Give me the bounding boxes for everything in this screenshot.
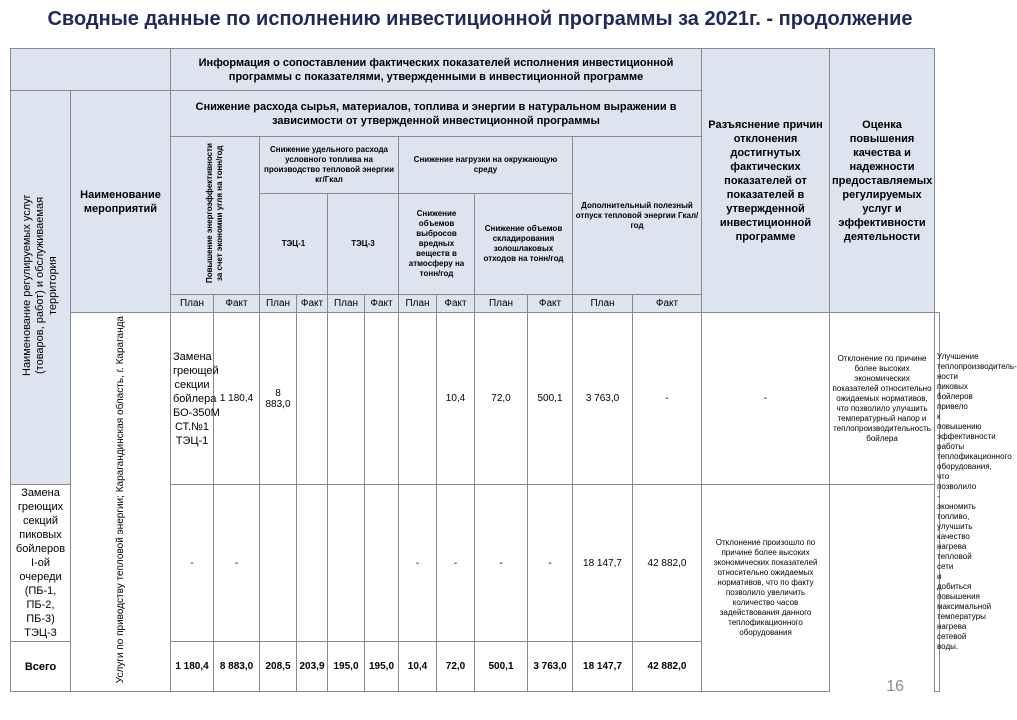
header-service-name — [11, 91, 71, 485]
value-cell: - — [399, 485, 437, 642]
total-value: 500,1 — [475, 642, 528, 692]
plan-label: План — [328, 295, 365, 313]
total-value: 1 180,4 — [171, 642, 214, 692]
total-value: 42 882,0 — [633, 642, 702, 692]
total-value: 8 883,0 — [214, 642, 260, 692]
page-number: 16 — [886, 678, 904, 695]
value-cell — [260, 485, 297, 642]
service-text: Услуги по приводству тепловой энергии; Карагандинская область, г. Караганда — [115, 315, 126, 684]
header-energy-eff-text: Повышение энергоэффективности за счет экономии угля на тонн/год — [205, 143, 224, 283]
plan-label: План — [260, 295, 297, 313]
explanation-cell: Отклонение по причине более высоких экономических показателей относительно ожидаемых нормативов, что позволило улучшить температурный напор и теплопроизводительность бойлера — [830, 313, 935, 485]
total-label: Всего — [11, 642, 71, 692]
header-ash-storage: Снижение объемов складирования золошлаковых отходов на тонн/год — [475, 193, 573, 294]
value-cell: 1 180,4 — [214, 313, 260, 485]
header-tec3: ТЭЦ-3 — [328, 193, 399, 294]
value-cell: 3 763,0 — [573, 313, 633, 485]
fact-label: Факт — [214, 295, 260, 313]
value-cell: - — [214, 485, 260, 642]
header-emissions: Снижение объемов выбросов вредных веществ в атмосферу на тонн/год — [399, 193, 475, 294]
value-cell — [328, 485, 365, 642]
total-value: 3 763,0 — [528, 642, 573, 692]
value-cell: 42 882,0 — [633, 485, 702, 642]
header-specific-fuel: Снижение удельного расхода условного топлива на производство тепловой энергии кг/Гкал — [260, 137, 399, 194]
fact-label: Факт — [437, 295, 475, 313]
header-measure-name: Наименование мероприятий — [71, 91, 171, 313]
header-reduction-expense: Снижение расхода сырья, материалов, топлива и энергии в натуральном выражении в зависимости от утвержденной инвестиционной программы — [171, 91, 702, 137]
header-empty-cell — [11, 49, 171, 91]
value-cell — [365, 313, 399, 485]
header-info-compare: Информация о сопоставлении фактических показателей исполнения инвестиционной программы с показателями, утвержденными в инвестиционной программе — [171, 49, 702, 91]
fact-label: Факт — [528, 295, 573, 313]
header-energy-eff — [171, 137, 260, 295]
value-cell — [297, 485, 328, 642]
measure-name: Замена греющих секций пиковых бойлеров I-ой очереди (ПБ-1, ПБ-2, ПБ-3) ТЭЦ-3 — [11, 485, 71, 642]
fact-label: Факт — [633, 295, 702, 313]
fact-label: Факт — [365, 295, 399, 313]
service-cell — [71, 313, 171, 692]
total-value: 195,0 — [365, 642, 399, 692]
value-cell: - — [702, 313, 830, 485]
header-tec1: ТЭЦ-1 — [260, 193, 328, 294]
value-cell: 8 883,0 — [260, 313, 297, 485]
value-cell: 10,4 — [437, 313, 475, 485]
total-value: 72,0 — [437, 642, 475, 692]
value-cell: 500,1 — [528, 313, 573, 485]
plan-label: План — [475, 295, 528, 313]
quality-cell: Улучшение теплопроизводитель-ности пиковых бойлеров привело к повышению эффективности работы теплофикационного оборудования, что позволило - экономить топливо, улучшить качество нагрева тепловой сети и добиться повышения максимальной температуры нагрева сетевой воды. — [935, 313, 940, 692]
value-cell: - — [171, 485, 214, 642]
value-cell: 18 147,7 — [573, 485, 633, 642]
total-value: 195,0 — [328, 642, 365, 692]
measure-name: Замена греющей секции бойлера БО-350М СТ.№1 ТЭЦ-1 — [171, 313, 214, 485]
total-value: 10,4 — [399, 642, 437, 692]
total-value: 208,5 — [260, 642, 297, 692]
header-env-load: Снижение нагрузки на окружающую среду — [399, 137, 573, 194]
value-cell — [297, 313, 328, 485]
plan-label: План — [399, 295, 437, 313]
explanation-cell: Отклонение произошло по причине более высоких экономических показателей относительно ожидаемых нормативов, что по факту позволило увеличить количество часов задействования данного теплофикационного оборудования — [702, 485, 830, 692]
value-cell — [328, 313, 365, 485]
value-cell: 72,0 — [475, 313, 528, 485]
value-cell: - — [528, 485, 573, 642]
header-reason-explain: Разъяснение причин отклонения достигнутых фактических показателей от показателей в утвержденной инвестиционной программе — [702, 49, 830, 313]
page-title: Сводные данные по исполнению инвестиционной программы за 2021г. - продолжение — [47, 8, 913, 30]
value-cell — [365, 485, 399, 642]
value-cell: - — [437, 485, 475, 642]
investment-table — [10, 48, 1017, 692]
header-service-name-text: Наименование регулируемых услуг (товаров, работ) и обслуживаемая территория — [21, 194, 59, 376]
header-extra-heat: Дополнительный полезный отпуск тепловой энергии Гкал/год — [573, 137, 702, 295]
value-cell: - — [633, 313, 702, 485]
value-cell — [399, 313, 437, 485]
fact-label: Факт — [297, 295, 328, 313]
header-quality-eval: Оценка повышения качества и надежности предоставляемых регулируемых услуг и эффективности деятельности — [830, 49, 935, 313]
value-cell: - — [475, 485, 528, 642]
total-value: 18 147,7 — [573, 642, 633, 692]
plan-label: План — [171, 295, 214, 313]
plan-label: План — [573, 295, 633, 313]
total-value: 203,9 — [297, 642, 328, 692]
